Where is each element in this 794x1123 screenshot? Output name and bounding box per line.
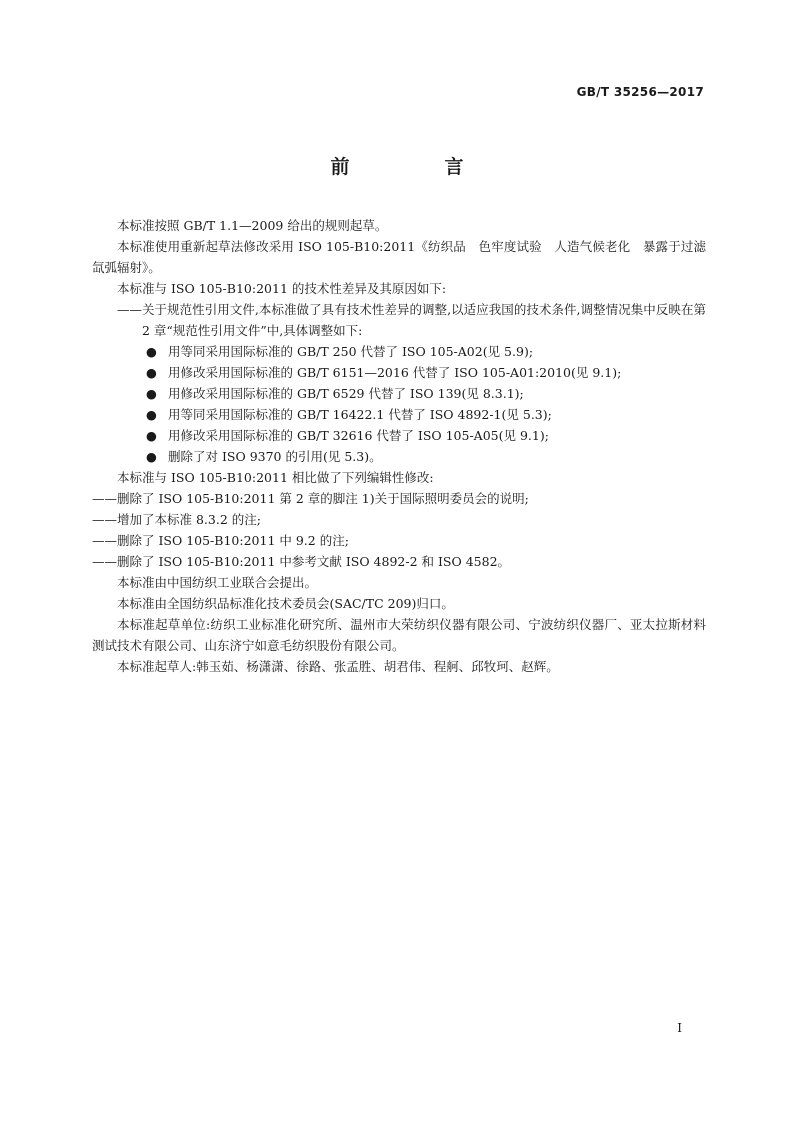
edit-item: [92, 530, 706, 551]
list-item-text: 用修改采用国际标准的 GB/T 32616 代替了 ISO 105-A05(见 9.1);: [168, 428, 549, 443]
edit-item-text: 删除了 ISO 105-B10:2011 中参考文献 ISO 4892-2 和 ISO 4582。: [117, 554, 511, 569]
edit-item-text: 删除了 ISO 105-B10:2011 第 2 章的脚注 1)关于国际照明委员会的说明;: [117, 491, 529, 506]
bullet-icon: ●: [146, 344, 157, 359]
edit-item-text: 增加了本标准 8.3.2 的注;: [117, 512, 261, 527]
paragraph-committee: 本标准由全国纺织品标准化技术委员会(SAC/TC 209)归口。: [117, 596, 454, 611]
paragraph-editorial-changes: 本标准与 ISO 105-B10:2011 相比做了下列编辑性修改:: [117, 470, 434, 485]
list-item: [92, 362, 706, 383]
list-item-text: 用等同采用国际标准的 GB/T 16422.1 代替了 ISO 4892-1(见 5.3);: [168, 407, 552, 422]
bullet-list-adjustments: [92, 341, 706, 467]
dash-symbol: ——: [92, 491, 117, 506]
foreword-body: [92, 215, 706, 677]
paragraph-adoption: 本标准使用重新起草法修改采用 ISO 105-B10:2011《纺织品 色牢度试验 人造气候老化 暴露于过滤氙弧辐射》。: [92, 239, 706, 275]
list-item-text: 删除了对 ISO 9370 的引用(见 5.3)。: [168, 449, 382, 464]
list-item: [92, 383, 706, 404]
standard-code: GB/T 35256—2017: [576, 85, 704, 99]
list-item: [92, 446, 706, 467]
bullet-icon: ●: [146, 449, 157, 464]
edit-item: [92, 551, 706, 572]
list-item: [92, 425, 706, 446]
list-item-text: 用修改采用国际标准的 GB/T 6529 代替了 ISO 139(见 8.3.1);: [168, 386, 524, 401]
bullet-icon: ●: [146, 386, 157, 401]
dash-symbol: ——: [92, 533, 117, 548]
page-number: I: [677, 1021, 682, 1035]
dash-symbol: ——: [117, 302, 142, 317]
dash-symbol: ——: [92, 512, 117, 527]
paragraph-proposer: 本标准由中国纺织工业联合会提出。: [117, 575, 318, 590]
list-item: [92, 404, 706, 425]
paragraph-drafting-rules: 本标准按照 GB/T 1.1—2009 给出的规则起草。: [117, 218, 388, 233]
dash-item-normative-refs: [92, 299, 706, 341]
edit-item-text: 删除了 ISO 105-B10:2011 中 9.2 的注;: [117, 533, 349, 548]
bullet-icon: ●: [146, 428, 157, 443]
list-item-text: 用修改采用国际标准的 GB/T 6151—2016 代替了 ISO 105-A01:2010(见 9.1);: [168, 365, 622, 380]
paragraph-drafters: 本标准起草人:韩玉茹、杨潇潇、徐路、张孟胜、胡君伟、程舸、邱牧珂、赵辉。: [117, 659, 559, 674]
dash-item-text: 关于规范性引用文件,本标准做了具有技术性差异的调整,以适应我国的技术条件,调整情况集中反映在第 2 章“规范性引用文件”中,具体调整如下:: [142, 302, 706, 338]
paragraph-drafting-units: 本标准起草单位:纺织工业标准化研究所、温州市大荣纺织仪器有限公司、宁波纺织仪器厂、亚太拉斯材料测试技术有限公司、山东济宁如意毛纺织股份有限公司。: [92, 617, 706, 653]
dash-symbol: ——: [92, 554, 117, 569]
edit-item: [92, 509, 706, 530]
paragraph-tech-differences: 本标准与 ISO 105-B10:2011 的技术性差异及其原因如下:: [117, 281, 447, 296]
page-title: 前 言: [330, 156, 502, 178]
list-item: [92, 341, 706, 362]
list-item-text: 用等同采用国际标准的 GB/T 250 代替了 ISO 105-A02(见 5.9);: [168, 344, 534, 359]
bullet-icon: ●: [146, 365, 157, 380]
bullet-icon: ●: [146, 407, 157, 422]
edit-item: [92, 488, 706, 509]
